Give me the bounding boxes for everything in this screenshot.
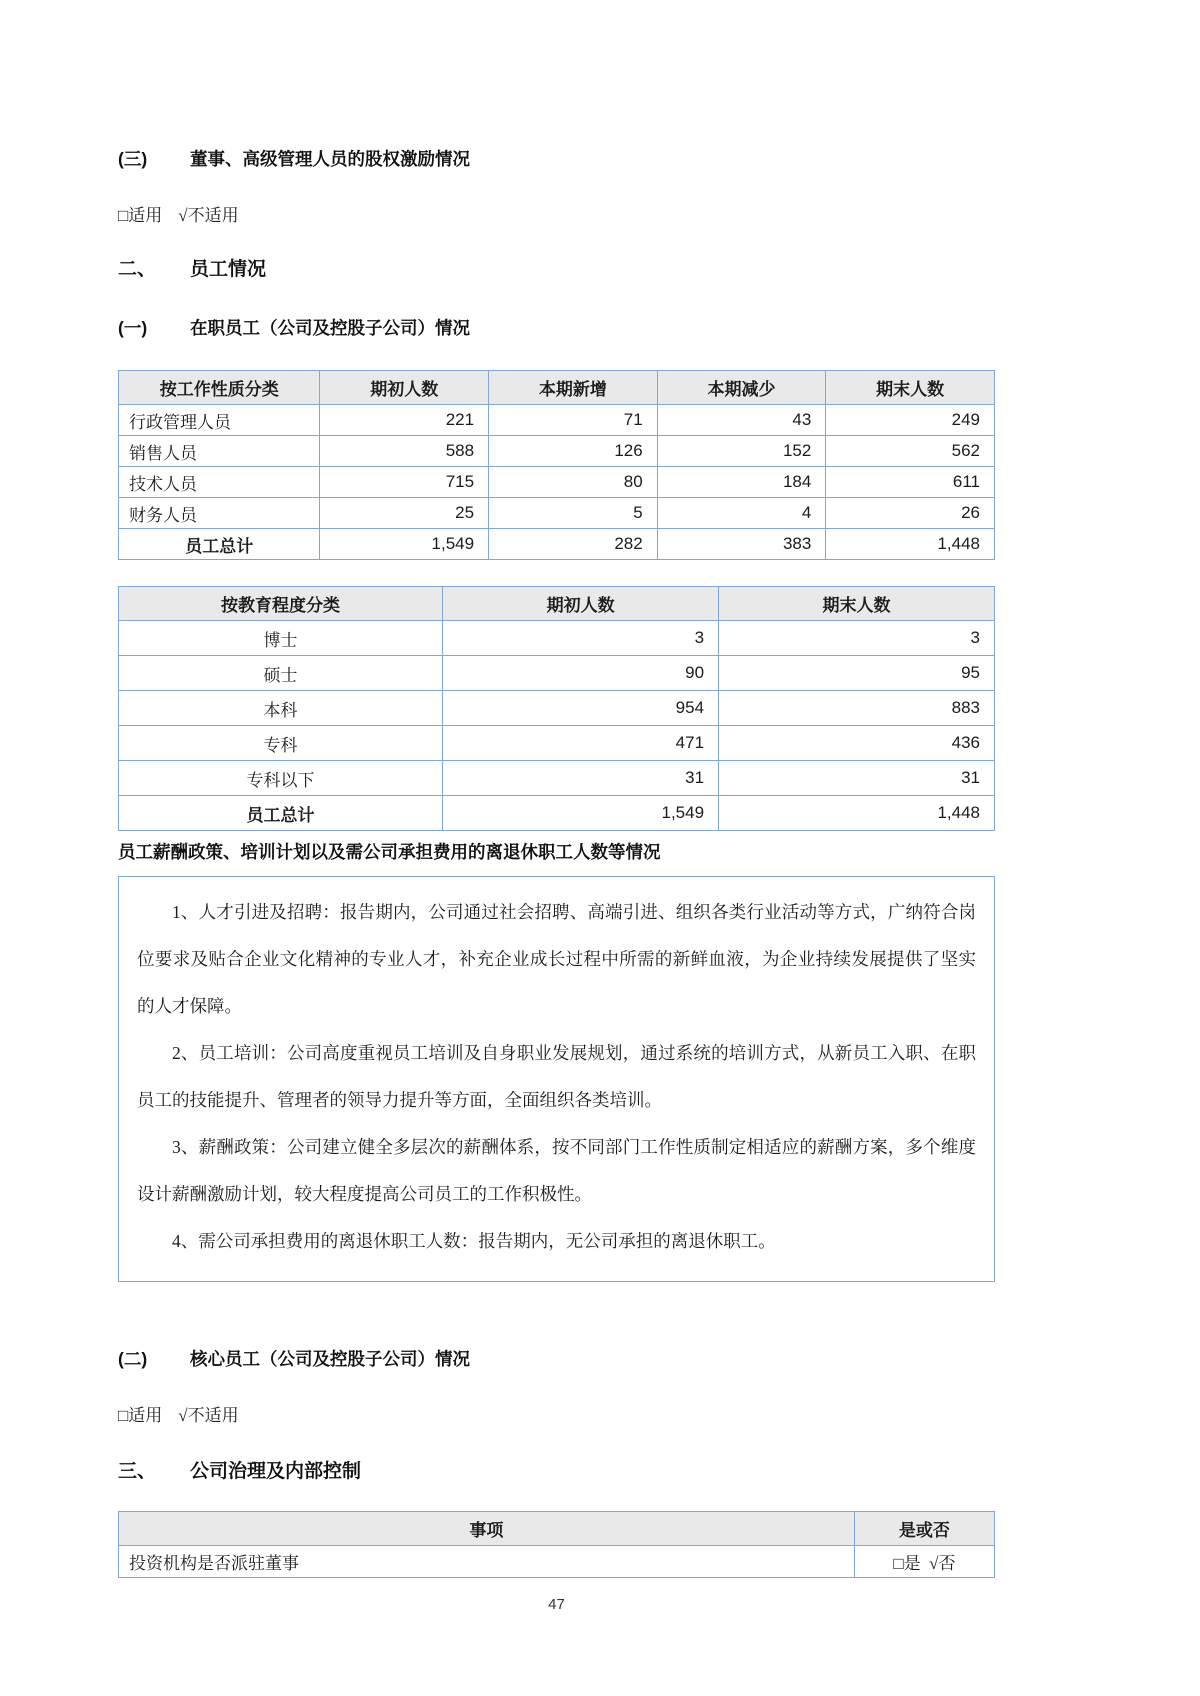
numeric-cell: 1,549: [443, 796, 719, 831]
table-header-cell: 事项: [119, 1512, 855, 1546]
table-header-cell: 期初人数: [320, 371, 489, 405]
row-label-cell: 专科以下: [119, 761, 443, 796]
numeric-cell: 282: [489, 529, 658, 560]
policy-section-title: 员工薪酬政策、培训计划以及需公司承担费用的离退休职工人数等情况: [118, 842, 661, 862]
table-row: [119, 405, 995, 436]
table-header-cell: 本期新增: [489, 371, 658, 405]
heading-number: (一): [118, 318, 148, 338]
employees-by-job-type-table: [118, 370, 995, 560]
numeric-cell: 90: [443, 656, 719, 691]
checkbox-unchecked-label: □是: [893, 1554, 921, 1573]
numeric-cell: 5: [489, 498, 658, 529]
numeric-cell: 1,549: [320, 529, 489, 560]
section-heading-core-employees: [118, 1346, 995, 1371]
numeric-cell: 383: [657, 529, 826, 560]
heading-title: 核心员工（公司及控股子公司）情况: [190, 1349, 470, 1369]
row-label-cell: 投资机构是否派驻董事: [119, 1546, 855, 1578]
numeric-cell: 611: [826, 467, 995, 498]
table-row: [119, 691, 995, 726]
numeric-cell: 80: [489, 467, 658, 498]
row-label-cell: 硕士: [119, 656, 443, 691]
numeric-cell: 184: [657, 467, 826, 498]
table-header-cell: 本期减少: [657, 371, 826, 405]
row-label-cell: 员工总计: [119, 529, 320, 560]
row-label-cell: 行政管理人员: [119, 405, 320, 436]
numeric-cell: 954: [443, 691, 719, 726]
table-row: [119, 1546, 995, 1578]
policy-paragraph: 3、薪酬政策：公司建立健全多层次的薪酬体系，按不同部门工作性质制定相适应的薪酬方案，多个维度设计薪酬激励计划，较大程度提高公司员工的工作积极性。: [137, 1137, 976, 1204]
policy-paragraph: 2、员工培训：公司高度重视员工培训及自身职业发展规划，通过系统的培训方式，从新员工入职、在职员工的技能提升、管理者的领导力提升等方面，全面组织各类培训。: [137, 1043, 976, 1110]
table-header-cell: 期末人数: [719, 587, 995, 621]
table-header-cell: 按教育程度分类: [119, 587, 443, 621]
table-header-row: [119, 1512, 995, 1546]
numeric-cell: 588: [320, 436, 489, 467]
heading-number: (二): [118, 1349, 148, 1369]
section-heading-equity-incentive: [118, 146, 995, 171]
employees-by-education-table: [118, 586, 995, 831]
numeric-cell: 221: [320, 405, 489, 436]
numeric-cell: 715: [320, 467, 489, 498]
heading-number: (三): [118, 149, 148, 169]
numeric-cell: 152: [657, 436, 826, 467]
section-heading-active-employees: [118, 315, 995, 340]
numeric-cell: 31: [719, 761, 995, 796]
table-header-row: [119, 587, 995, 621]
page-number: 47: [548, 1596, 565, 1613]
table-row: [119, 467, 995, 498]
yes-no-cell: [854, 1546, 994, 1578]
row-label-cell: 专科: [119, 726, 443, 761]
table-header-cell: 期末人数: [826, 371, 995, 405]
policy-text-block: [118, 876, 995, 1282]
numeric-cell: 3: [443, 621, 719, 656]
numeric-cell: 25: [320, 498, 489, 529]
applicability-row-2: [118, 1401, 995, 1426]
table-row: [119, 436, 995, 467]
numeric-cell: 4: [657, 498, 826, 529]
heading-title: 董事、高级管理人员的股权激励情况: [190, 149, 470, 169]
table-total-row: [119, 529, 995, 560]
row-label-cell: 博士: [119, 621, 443, 656]
numeric-cell: 71: [489, 405, 658, 436]
checkbox-unchecked-label: □适用: [118, 1406, 163, 1425]
numeric-cell: 1,448: [826, 529, 995, 560]
table-row: [119, 761, 995, 796]
checkbox-checked-label: √不适用: [178, 206, 239, 225]
checkbox-checked-label: √否: [929, 1554, 956, 1573]
table-row: [119, 621, 995, 656]
numeric-cell: 883: [719, 691, 995, 726]
section-heading-employees: [118, 254, 995, 281]
row-label-cell: 销售人员: [119, 436, 320, 467]
row-label-cell: 技术人员: [119, 467, 320, 498]
row-label-cell: 员工总计: [119, 796, 443, 831]
numeric-cell: 126: [489, 436, 658, 467]
policy-paragraph: 1、人才引进及招聘：报告期内，公司通过社会招聘、高端引进、组织各类行业活动等方式，广纳符合岗位要求及贴合企业文化精神的专业人才，补充企业成长过程中所需的新鲜血液，为企业持续发展提供了坚实的人才保障。: [137, 902, 976, 1016]
heading-number: 二、: [118, 259, 157, 280]
heading-title: 员工情况: [190, 259, 267, 280]
numeric-cell: 562: [826, 436, 995, 467]
table-row: [119, 498, 995, 529]
heading-title: 在职员工（公司及控股子公司）情况: [190, 318, 470, 338]
row-label-cell: 本科: [119, 691, 443, 726]
numeric-cell: 436: [719, 726, 995, 761]
row-label-cell: 财务人员: [119, 498, 320, 529]
table-total-row: [119, 796, 995, 831]
applicability-row-1: [118, 201, 995, 226]
table-header-row: [119, 371, 995, 405]
policy-paragraph: 4、需公司承担费用的离退休职工人数：报告期内，无公司承担的离退休职工。: [172, 1231, 776, 1251]
checkbox-unchecked-label: □适用: [118, 206, 163, 225]
numeric-cell: 249: [826, 405, 995, 436]
checkbox-checked-label: √不适用: [178, 1406, 239, 1425]
table-row: [119, 656, 995, 691]
heading-number: 三、: [118, 1461, 157, 1482]
numeric-cell: 471: [443, 726, 719, 761]
numeric-cell: 43: [657, 405, 826, 436]
table-header-cell: 期初人数: [443, 587, 719, 621]
table-header-cell: 按工作性质分类: [119, 371, 320, 405]
numeric-cell: 95: [719, 656, 995, 691]
numeric-cell: 3: [719, 621, 995, 656]
numeric-cell: 1,448: [719, 796, 995, 831]
section-heading-governance: [118, 1456, 995, 1483]
governance-table: [118, 1511, 995, 1578]
numeric-cell: 26: [826, 498, 995, 529]
table-header-cell: 是或否: [854, 1512, 994, 1546]
numeric-cell: 31: [443, 761, 719, 796]
heading-title: 公司治理及内部控制: [190, 1461, 362, 1482]
table-row: [119, 726, 995, 761]
